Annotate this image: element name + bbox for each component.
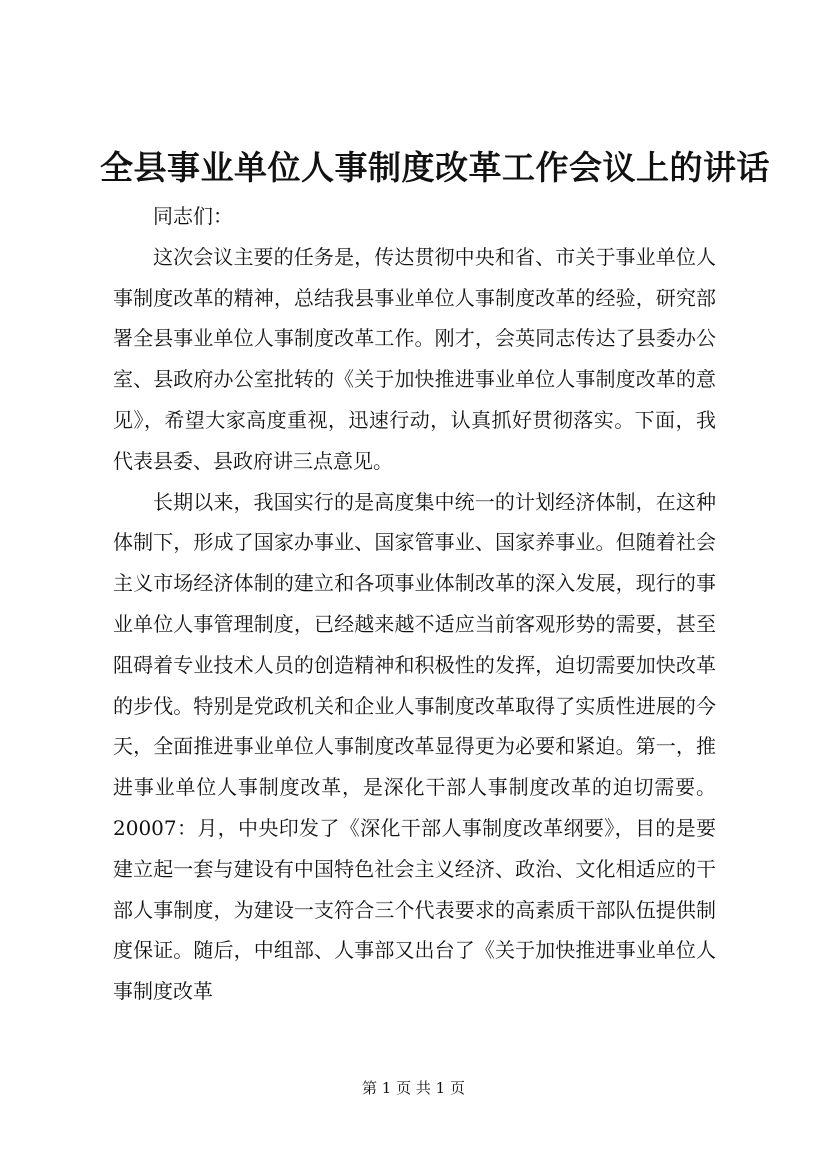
salutation: 同志们： <box>153 204 233 228</box>
document-body <box>113 196 716 1012</box>
document-title: 全县事业单位人事制度改革工作会议上的讲话 <box>100 148 770 187</box>
paragraph-2: 长期以来，我国实行的是高度集中统一的计划经济体制，在这种体制下，形成了国家办事业、国家管事业、国家养事业。但随着社会主义市场经济体制的建立和各项事业体制改革的深入发展，现行的事业单位人事管理制度，已经越来越不适应当前客观形势的需要，甚至阻碍着专业技术人员的创造精神和积极性的发挥，迫切需要加快改革的步伐。特别是党政机关和企业人事制度改革取得了实质性进展的今天，全面推进事业单位人事制度改革显得更为必要和紧迫。第一，推进事业单位人事制度改革，是深化干部人事制度改革的迫切需要。20007：月，中央印发了《深化干部人事制度改革纲要》，目的是要建立起一套与建设有中国特色社会主义经济、政治、文化相适应的干部人事制度，为建设一支符合三个代表要求的高素质干部队伍提供制度保证。随后，中组部、人事部又出台了《关于加快推进事业单位人事制度改革 <box>113 489 716 1004</box>
page-number-footer: 第 1 页 共 1 页 <box>362 1079 465 1097</box>
paragraph-1: 这次会议主要的任务是，传达贯彻中央和省、市关于事业单位人事制度改革的精神，总结我县事业单位人事制度改革的经验，研究部署全县事业单位人事制度改革工作。刚才，会英同志传达了县委办公室、县政府办公室批转的《关于加快推进事业单位人事制度改革的意见》，希望大家高度重视，迅速行动，认真抓好贯彻落实。下面，我代表县委、县政府讲三点意见。 <box>113 244 716 473</box>
